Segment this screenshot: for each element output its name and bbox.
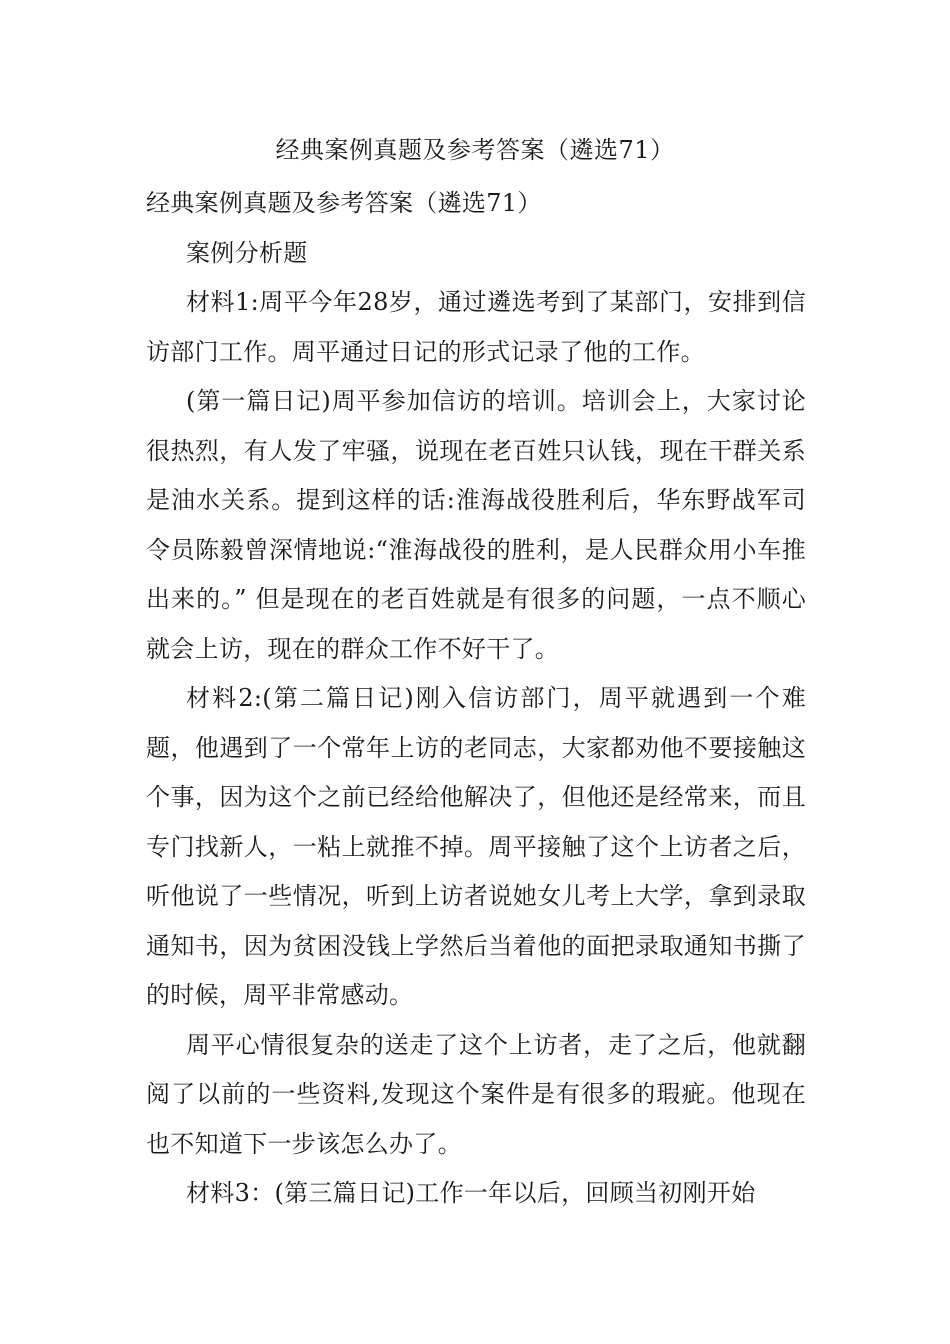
diary-1-paragraph: (第一篇日记)周平参加信访的培训。培训会上，大家讨论很热烈，有人发了牢骚，说现在老百姓只认钱，现在干群关系是油水关系。提到这样的话:淮海战役胜利后，华东野战军司令员陈毅曾深情地说:“淮海战役的胜利，是人民群众用小车推出来的。” 但是现在的老百姓就是有很多的问题，一点不顺心就会上访，现在的群众工作不好干了。 — [146, 387, 806, 663]
material-2-followup-paragraph: 周平心情很复杂的送走了这个上访者，走了之后，他就翻阅了以前的一些资料,发现这个案件是有很多的瑕疵。他现在也不知道下一步该怎么办了。 — [146, 1030, 806, 1158]
subtitle-paragraph: 经典案例真题及参考答案（遴选71） — [146, 189, 542, 217]
document-body — [146, 179, 806, 1219]
material-1-paragraph: 材料1:周平今年28岁，通过遴选考到了某部门，安排到信访部门工作。周平通过日记的形式记录了他的工作。 — [146, 288, 806, 366]
material-2-paragraph: 材料2:(第二篇日记)刚入信访部门，周平就遇到一个难题，他遇到了一个常年上访的老同志，大家都劝他不要接触这个事，因为这个之前已经给他解决了，但他还是经常来，而且专门找新人，一粘上就推不掉。周平接触了这个上访者之后，听他说了一些情况，听到上访者说她女儿考上大学，拿到录取通知书，因为贫困没钱上学然后当着他的面把录取通知书撕了的时候，周平非常感动。 — [146, 684, 806, 1009]
document-title: 经典案例真题及参考答案（遴选71） — [275, 136, 675, 164]
section-heading: 案例分析题 — [186, 238, 308, 267]
material-3-paragraph: 材料3：(第三篇日记)工作一年以后，回顾当初刚开始 — [186, 1179, 756, 1207]
